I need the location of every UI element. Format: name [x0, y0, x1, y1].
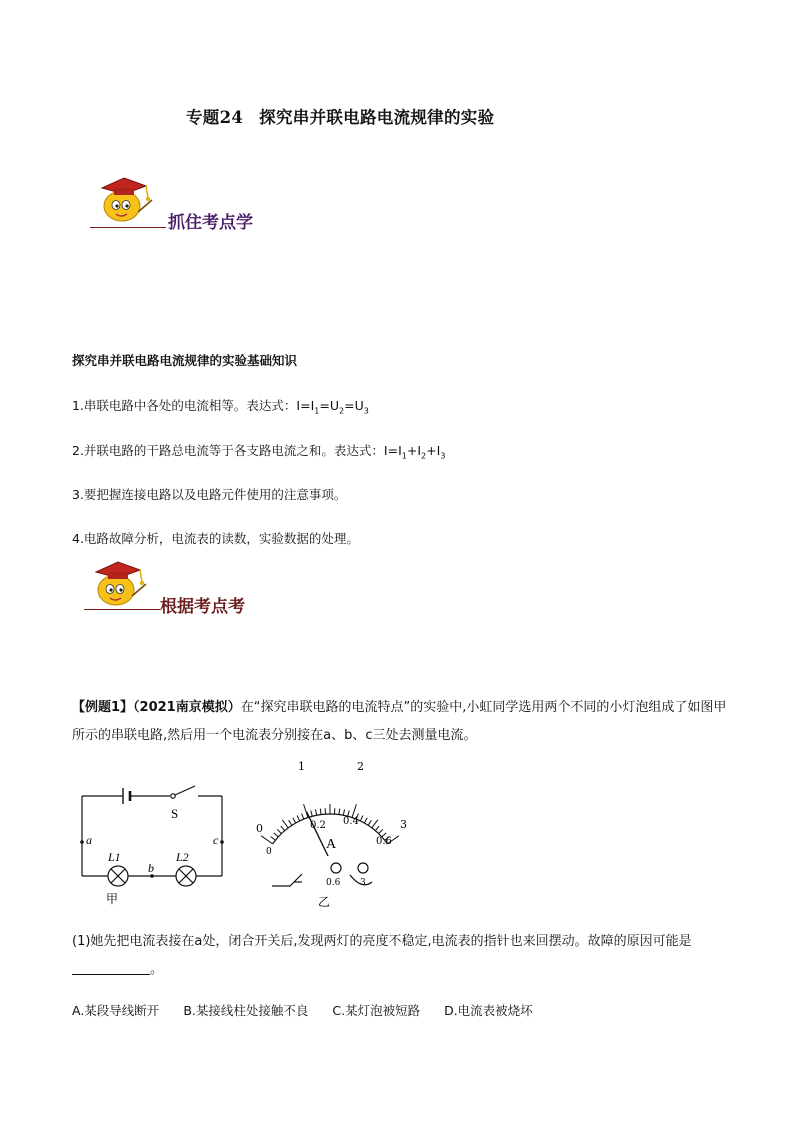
basics-item-2: 2.并联电路的干路总电流等于各支路电流之和。表达式：$I=I_1+I_2+I_3$ [72, 443, 446, 461]
circuit-caption: 甲 [106, 892, 119, 906]
meter-tick [368, 820, 371, 825]
page-title [186, 104, 494, 128]
tick-inner-right: 0.6 [376, 836, 392, 847]
lamp-l1-label: L1 [108, 850, 121, 864]
meter-needle [307, 812, 328, 856]
tick-inner-left: 0 [266, 847, 272, 857]
basics-item-3: 3.要把握连接电路以及电路元件使用的注意事项。 [72, 487, 347, 502]
tick-outer-right: 3 [400, 818, 407, 831]
lamp-l2-label: L2 [176, 850, 189, 864]
option-d: D.电流表被烧坏 [444, 1003, 533, 1018]
terminal-0-6: 0.6 [326, 878, 341, 888]
meter-tick [364, 818, 367, 823]
meter-tick [360, 815, 363, 820]
meter-tick [277, 829, 281, 833]
meter-tick [281, 826, 285, 831]
meter-tick [320, 809, 321, 815]
switch-label: S [171, 806, 179, 821]
tick-inner-mid1: 0.2 [310, 820, 326, 831]
meter-caption: 乙 [318, 895, 331, 909]
tick-inner-mid2: 0.4 [343, 816, 359, 827]
meter-tick [289, 820, 292, 825]
tick-top-1: 1 [298, 760, 305, 773]
options-row [72, 1001, 557, 1019]
tick-outer-left: 0 [256, 822, 263, 835]
meter-tick [375, 826, 379, 831]
meter-tick [282, 820, 288, 828]
ammeter-diagram [250, 756, 418, 912]
title-label: 专题24 [186, 108, 244, 127]
meter-unit: A [326, 837, 337, 852]
meter-tick [274, 833, 278, 837]
basics-heading: 探究串并联电路电流规律的实验基础知识 [72, 353, 298, 368]
circuit-diagram [70, 776, 240, 912]
meter-tick [379, 829, 383, 833]
title-text: 探究串并联电路电流规律的实验 [259, 108, 495, 127]
mascot-icon [86, 556, 150, 608]
question-1: (1)她先把电流表接在a处，闭合开关后,发现两灯的亮度不稳定,电流表的指针也来回摆动。故障的原因可能是。 [72, 934, 692, 977]
meter-tick [311, 810, 313, 816]
point-c-label: c [213, 833, 219, 847]
basics-item-4: 4.电路故障分析，电流表的读数，实验数据的处理。 [72, 531, 359, 546]
example-1: 【例题1】（2021南京模拟）在“探究串联电路的电流特点”的实验中,小虹同学选用两个不同的小灯泡组成了如图甲所示的串联电路,然后用一个电流表分别接在a、b、c三处去测量电流。 [72, 700, 727, 743]
meter-tick [315, 809, 316, 815]
meter-tick [372, 820, 378, 828]
option-a: A.某段导线断开 [72, 1003, 160, 1018]
option-b: B.某接线柱处接触不良 [183, 1003, 309, 1018]
tick-top-2: 2 [357, 760, 364, 773]
meter-tick [343, 809, 344, 815]
answer-blank [72, 960, 150, 975]
terminal-3: 3 [360, 878, 366, 888]
meter-tick [271, 837, 276, 841]
option-c: C.某灯泡被短路 [332, 1003, 421, 1018]
meter-tick [339, 809, 340, 815]
meter-tick [297, 815, 300, 820]
meter-tick [304, 804, 308, 817]
section-title-test: 根据考点考 [160, 597, 245, 617]
meter-tick [293, 818, 296, 823]
point-a-label: a [86, 833, 92, 847]
meter-tick [302, 814, 304, 820]
mascot-icon [92, 172, 156, 224]
basics-item-1: 1.串联电路中各处的电流相等。表达式：$I=I_1=U_2=U_3$ [72, 398, 369, 416]
point-b-label: b [148, 861, 154, 875]
section-title-learn: 抓住考点学 [168, 213, 253, 233]
